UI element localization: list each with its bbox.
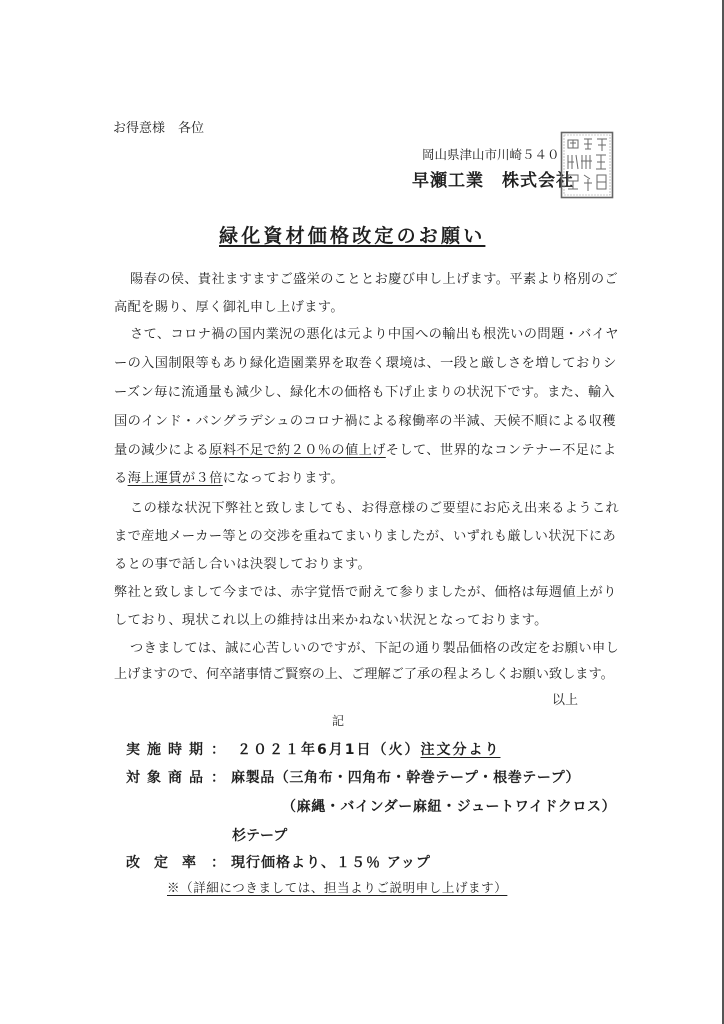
body-line: まで産地メーカー等との交渉を重ねてまいりましたが、いずれも厳しい状況下にあ: [114, 529, 617, 544]
date-label: 実施時期: [126, 742, 210, 758]
products-line: 麻製品（三角布・四角布・幹巻テープ・根巻テープ）: [231, 770, 581, 786]
company-name: 早瀬工業 株式会社: [412, 171, 574, 191]
document-title: 緑化資材価格改定のお願い: [219, 225, 486, 247]
body-line: 上げますので、何卒諸事情ご賢察の上、ご理解ご了承の程よろしくお願い致します。: [114, 667, 614, 682]
underlined-emphasis: 海上運賃が３倍: [127, 471, 223, 486]
products-line: （麻縄・バインダー麻紐・ジュートワイドクロス）: [282, 799, 617, 815]
body-line: さて、コロナ禍の国内業況の悪化は元より中国への輸出も根洗いの問題・バイヤ: [130, 327, 619, 342]
body-line: 陽春の侯、貴社ますますご盛栄のこととお慶び申し上げます。平素より格別のご: [130, 272, 619, 287]
text-run: 量の減少による: [114, 443, 210, 458]
date-value: [237, 739, 500, 759]
body-line: ーの入国制限等もあり緑化造園業界を取巻く環境は、一段と厳しさを増しておりシ: [114, 356, 617, 371]
body-line: るとの事で話し合いは決裂しております。: [114, 557, 372, 572]
date-text: ２０２１年6月1日（火）: [237, 742, 421, 758]
body-line: つきましては、誠に心苦しいのですが、下記の通り製品価格の改定をお願い申し: [130, 641, 620, 656]
body-line: 高配を賜り、厚く御礼申し上げます。: [114, 300, 344, 315]
date-colon: ：: [211, 742, 225, 758]
products-label: 対象商品: [126, 770, 210, 786]
closing-ijou: 以上: [552, 693, 579, 708]
body-line: [114, 439, 617, 458]
products-line: 杉テープ: [232, 828, 288, 844]
underlined-emphasis: 原料不足で約２０％の値上げ: [209, 443, 386, 458]
rate-value: 現行価格より、１５％ アップ: [231, 855, 431, 871]
products-colon: ：: [211, 770, 225, 786]
body-line: [114, 467, 344, 486]
body-line: 弊社と致しまして今までは、赤字覚悟で耐えて参りましたが、価格は毎週値上がり: [114, 585, 617, 600]
ki-heading: 記: [332, 714, 345, 728]
details-note: ※（詳細につきましては、担当よりご説明申し上げます）: [167, 880, 508, 895]
text-run: になっております。: [222, 471, 344, 486]
body-line: この様な状況下弊社と致しましても、お得意様のご要望にお応え出来るようこれ: [130, 501, 620, 516]
recipient: お得意様 各位: [113, 121, 205, 136]
company-address: 岡山県津山市川崎５４０: [422, 147, 560, 162]
body-line: しており、現状これ以上の維持は出来かねない状況となっております。: [114, 613, 548, 628]
rate-label: 改定率: [126, 855, 210, 871]
text-run: る: [114, 471, 128, 486]
body-line: 国のインド・バングラデシュのコロナ禍による稼働率の半減、天候不順による収穫: [114, 414, 616, 429]
date-suffix: 注文分より: [420, 742, 501, 758]
body-line: ーズン毎に流通量も減少し、緑化木の価格も下げ止まりの状況下です。また、輸入: [114, 385, 616, 400]
text-run: そして、世界的なコンテナー不足によ: [385, 443, 617, 458]
company-seal-stamp: [560, 131, 614, 199]
rate-colon: ：: [211, 855, 225, 871]
